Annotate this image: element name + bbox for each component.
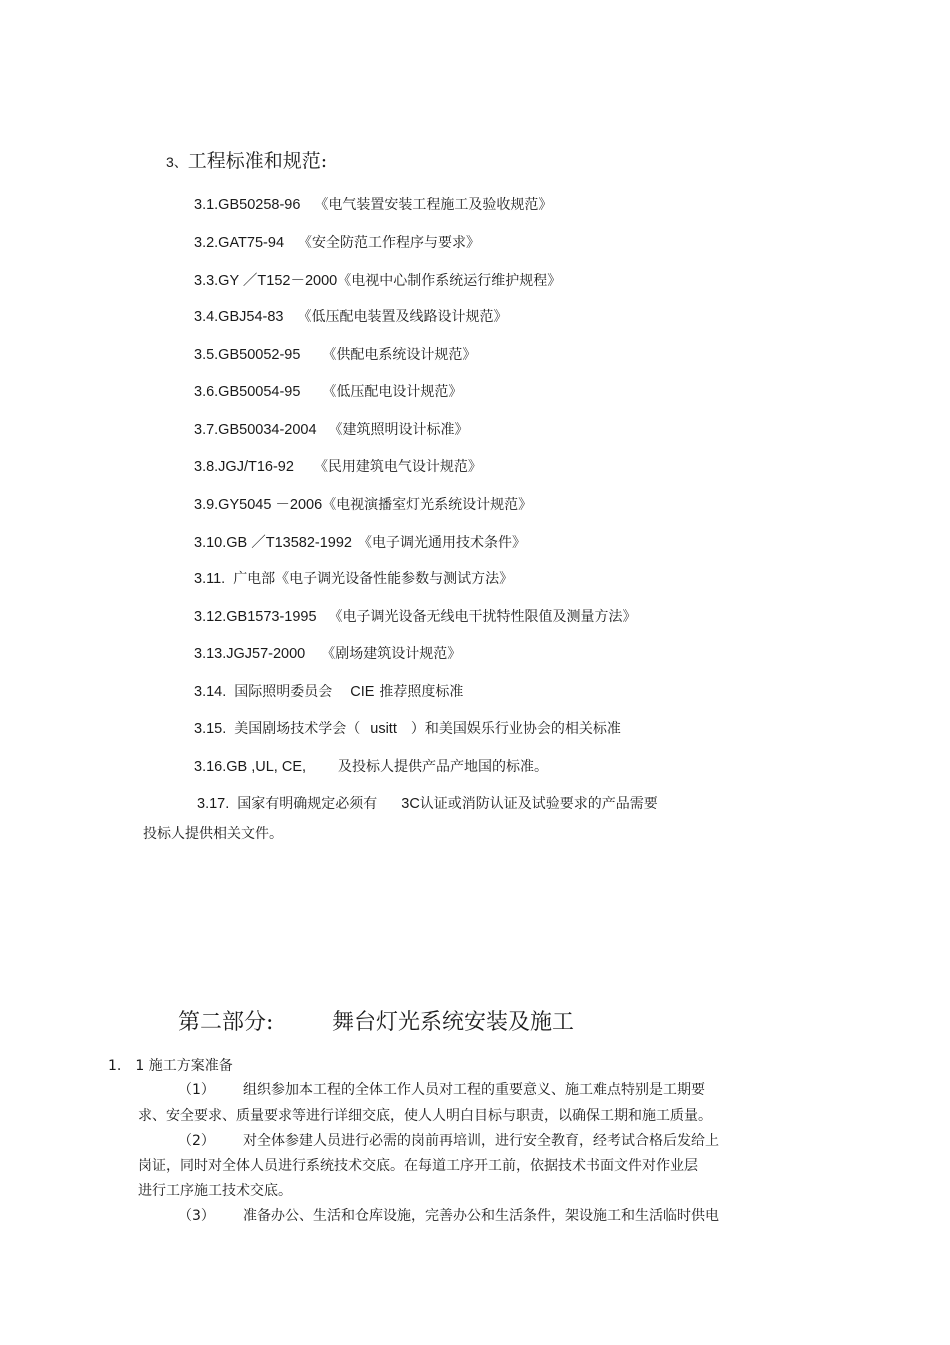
standard-code: 3.11. [194,571,226,587]
standard-name: 《低压配电装置及线路设计规范》 [297,309,508,325]
standard-code: 3.9.GY5045 －2006 [194,497,323,513]
standard-item [194,756,548,776]
standard-item [194,194,552,214]
standard-code: 3.17. [197,796,230,812]
standard-name: 美国剧场技术学会（ [234,721,361,737]
standard-item [194,643,461,663]
standard-code: 3.10.GB ／T13582-1992 [194,535,352,551]
paragraph-3-line-1 [243,1205,719,1225]
paragraph-3-number: （3） [178,1208,215,1224]
standard-extra-code: 3C [401,796,420,812]
standard-item-317-continuation: 投标人提供相关文件。 [143,826,283,842]
standard-name: 《低压配电设计规范》 [322,384,463,400]
text-run: 使人人明白目标与职责， [404,1108,558,1124]
standard-code: 3.13.JGJ57-2000 [194,646,306,662]
standard-item [194,568,513,588]
standard-name: 国际照明委员会 [234,684,333,700]
standard-code: 3.3.GY ／T152－2000 [194,273,338,289]
paragraph-1-line-1: 组织参加本工程的全体工作人员对工程的重要意义、施工难点特别是工期要 [243,1082,705,1098]
section-3-number: 3、 [166,154,188,170]
standard-item [194,381,462,401]
standard-extra-code: CIE [350,684,375,700]
standard-code: 3.8.JGJ/T16-92 [194,459,294,475]
text-run: 完善办公和生活条件， [425,1208,565,1224]
paragraph-2-number: （2） [178,1133,215,1149]
standard-name: 及投标人提供产品产地国的标准。 [338,759,549,775]
standard-item [194,718,621,738]
text-run: 生活和仓库设施， [313,1208,425,1224]
paragraph-2-line-1 [243,1130,719,1150]
standard-item [194,269,561,290]
standard-code: 3.15. [194,721,227,737]
standard-extra-name: 推荐照度标准 [379,684,464,700]
text-run: 经考试合格后发给上 [593,1133,719,1149]
text-run: 质量要求等进行详细交底， [236,1108,404,1124]
subsection-heading: 1. 1 施工方案准备 [108,1058,233,1074]
standard-item [194,606,637,626]
standard-code: 3.12.GB1573-1995 [194,609,317,625]
standard-item [194,344,476,364]
standard-name: 《电气装置安装工程施工及验收规范》 [314,197,553,213]
section-3-title: 工程标准和规范: [187,150,328,172]
standard-item [194,681,463,701]
part-2-label: 第二部分: [178,1010,274,1035]
paragraph-1-number: （1） [178,1082,215,1098]
standard-extra-name: ）和美国娱乐行业协会的相关标准 [410,721,621,737]
standard-name: 《电子调光设备无线电干扰特性限值及测量方法》 [328,609,637,625]
standard-extra-text: 认证或消防认证及试验要求的产品需要 [419,796,658,812]
standard-text: 国家有明确规定必须有 [237,796,378,812]
standard-item [194,531,526,552]
paragraph-2-line-2: 岗证，同时对全体人员进行系统技术交底。在每道工序开工前，依据技术书面文件对作业层 [138,1158,698,1174]
standard-code: 3.16.GB ,UL, CE, [194,759,307,775]
standard-item [194,419,469,439]
standard-code: 3.14. [194,684,227,700]
standard-code: 3.7.GB50034-2004 [194,422,317,438]
paragraph-2-line-3: 进行工序施工技术交底。 [138,1183,292,1199]
standard-item-317 [197,793,658,813]
standard-extra-code: usitt [370,721,397,737]
standard-item [194,456,482,476]
paragraph-1-line-2 [138,1105,712,1125]
text-run: 对全体参建人员进行必需的岗前再培训， [243,1133,495,1149]
standard-code: 3.5.GB50052-95 [194,347,301,363]
standard-code: 3.4.GBJ54-83 [194,309,284,325]
standard-item [194,306,507,326]
standard-name: 《建筑照明设计标准》 [328,422,469,438]
standard-name: 《电视演播室灯光系统设计规范》 [322,497,533,513]
standard-name: 《电子调光通用技术条件》 [358,535,526,551]
standard-code: 3.6.GB50054-95 [194,384,301,400]
standard-code: 3.1.GB50258-96 [194,197,301,213]
standard-name: 广电部《电子调光设备性能参数与测试方法》 [233,571,514,587]
section-3-heading [166,146,327,173]
text-run: 以确保工期和施工质量。 [558,1108,712,1124]
text-run: 求、安全要求、 [138,1108,236,1124]
text-run: 架设施工和生活临时供电 [565,1208,719,1224]
standard-name: 《安全防范工作程序与要求》 [298,235,481,251]
standard-item [194,493,532,514]
standard-name: 《供配电系统设计规范》 [322,347,477,363]
text-run: 进行安全教育， [495,1133,593,1149]
standard-name: 《剧场建筑设计规范》 [321,646,462,662]
standard-code: 3.2.GAT75-94 [194,235,285,251]
part-2-title: 舞台灯光系统安装及施工 [332,1010,575,1035]
standard-name: 《民用建筑电气设计规范》 [313,459,482,475]
standard-name: 《电视中心制作系统运行维护规程》 [337,273,562,289]
standard-item [194,232,480,252]
text-run: 准备办公、 [243,1208,313,1224]
